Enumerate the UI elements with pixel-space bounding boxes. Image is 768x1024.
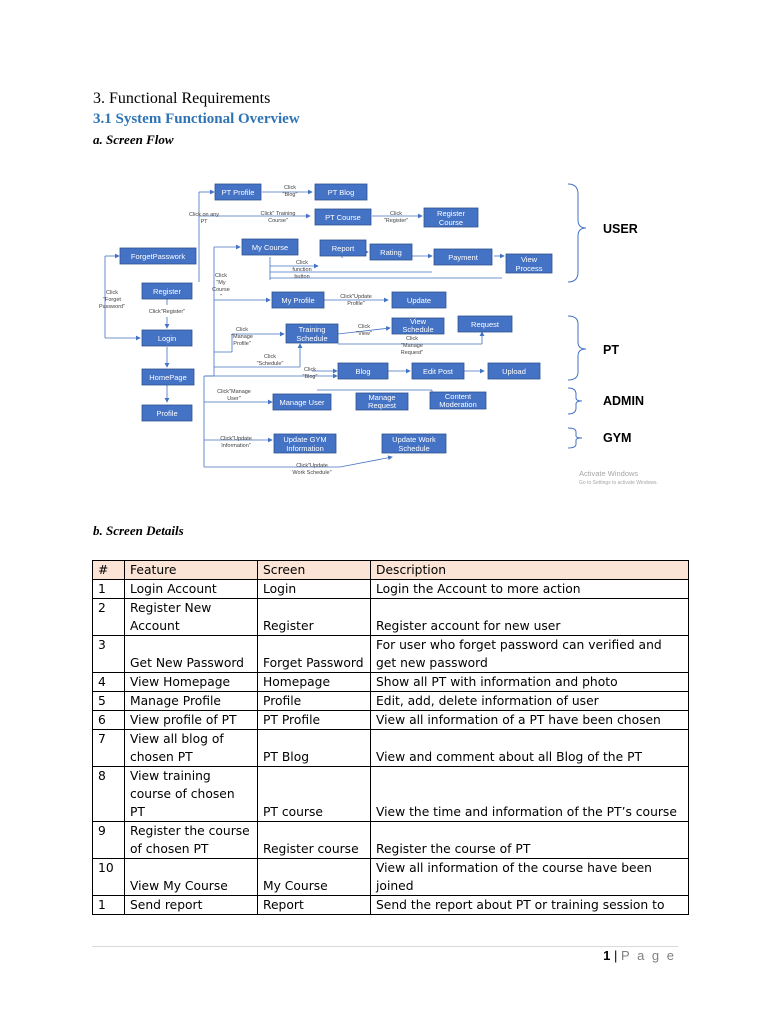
subsection-heading: 3.1 System Functional Overview — [93, 111, 300, 127]
edge-label: Course" — [268, 218, 288, 224]
cell-number: 5 — [93, 692, 125, 711]
table-row — [93, 822, 689, 859]
manage-request-label: Manage — [368, 393, 396, 402]
edge-label: Click — [390, 211, 402, 217]
content-moderation-label-2: Moderation — [439, 400, 477, 409]
page-separator: | — [614, 948, 618, 963]
activate-windows-watermark: Activate Windows — [579, 469, 639, 478]
table-row — [93, 673, 689, 692]
training-schedule-label-2: Schedule — [296, 334, 328, 343]
cell-description: Register the course of PT — [371, 822, 689, 859]
gym-brace — [568, 428, 582, 448]
cell-feature: Register the course of chosen PT — [125, 822, 258, 859]
edge-label: Click"Manage — [217, 389, 251, 395]
cell-number: 4 — [93, 673, 125, 692]
edge-label: Click — [264, 354, 276, 360]
screen-details-heading: b. Screen Details — [93, 523, 184, 538]
cell-screen: Register — [258, 599, 371, 636]
register-course-label: Register — [437, 209, 465, 218]
login-label: Login — [157, 334, 177, 343]
edge-label: function — [292, 267, 312, 273]
edge-label: "Schedule" — [256, 361, 284, 367]
screen-details-table — [92, 560, 689, 915]
cell-description: View the time and information of the PT’s course — [371, 767, 689, 822]
footer-divider — [92, 946, 678, 947]
view-schedule-label: View — [409, 317, 427, 326]
cell-screen: Profile — [258, 692, 371, 711]
edge-label: " — [220, 294, 222, 300]
cell-description: View all information of the course have been joined — [371, 859, 689, 896]
update-work-schedule-label-2: Schedule — [398, 444, 430, 453]
update-gym-information-label: Update GYM — [283, 435, 327, 444]
edge-label: Click"Update — [296, 463, 328, 469]
register-label: Register — [153, 287, 181, 296]
rating-label: Rating — [380, 248, 402, 257]
role-gym-label: GYM — [603, 431, 632, 445]
table-row — [93, 636, 689, 673]
cell-screen: Report — [258, 896, 371, 915]
edge-label: Click"Update — [340, 294, 372, 300]
edge-label: "Register" — [383, 218, 409, 224]
cell-number: 3 — [93, 636, 125, 673]
cell-number: 10 — [93, 859, 125, 896]
page-number: 1 — [603, 948, 611, 963]
manage-user-label: Manage User — [279, 398, 325, 407]
edge-label: Click — [215, 273, 227, 279]
payment-label: Payment — [448, 253, 478, 262]
cell-number: 8 — [93, 767, 125, 822]
edge-label: Click — [284, 185, 296, 191]
edge-label: Click"Register" — [148, 309, 186, 315]
cell-feature: Send report — [125, 896, 258, 915]
column-header-feature: Feature — [125, 561, 258, 580]
cell-description: Send the report about PT or training session to — [371, 896, 689, 915]
cell-screen: Login — [258, 580, 371, 599]
pt-profile-label: PT Profile — [221, 188, 255, 197]
edge-label: Click — [236, 327, 248, 333]
edge-label: "Manage — [231, 334, 253, 340]
report-label: Report — [331, 244, 355, 253]
my-profile-label: My Profile — [281, 296, 315, 305]
role-admin-label: ADMIN — [603, 394, 644, 408]
user-brace — [568, 184, 586, 282]
page-label: P a g e — [621, 948, 676, 963]
edge-label: "View" — [356, 331, 372, 337]
table-row — [93, 767, 689, 822]
edge-label: Password" — [98, 304, 126, 310]
manage-request-label-2: Request — [368, 401, 396, 410]
cell-description: View and comment about all Blog of the PT — [371, 730, 689, 767]
table-row — [93, 692, 689, 711]
cell-screen: PT Profile — [258, 711, 371, 730]
table-row — [93, 711, 689, 730]
cell-feature: View My Course — [125, 859, 258, 896]
table-row — [93, 580, 689, 599]
edge-label: PT — [200, 219, 208, 225]
cell-feature: Register New Account — [125, 599, 258, 636]
screen-flow-heading: a. Screen Flow — [93, 132, 174, 147]
cell-screen: Forget Password — [258, 636, 371, 673]
cell-number: 2 — [93, 599, 125, 636]
flow-line — [340, 457, 392, 467]
edge-label: "Manage — [401, 343, 423, 349]
request-label: Request — [471, 320, 499, 329]
edge-label: Work Schedule" — [292, 470, 332, 476]
column-header-screen: Screen — [258, 561, 371, 580]
view-process-label-2: Process — [515, 264, 543, 273]
view-process-label: View — [520, 255, 538, 264]
edge-label: Profile" — [233, 341, 251, 347]
activate-windows-watermark-sub: Go to Settings to activate Windows. — [579, 480, 658, 486]
cell-description: Show all PT with information and photo — [371, 673, 689, 692]
admin-brace — [568, 388, 582, 414]
register-course-label-2: Course — [438, 218, 464, 227]
content-moderation-label: Content — [444, 392, 472, 401]
edge-label: Click — [106, 290, 118, 296]
view-schedule-label-2: Schedule — [402, 325, 434, 334]
table-row — [93, 599, 689, 636]
update-gym-information-label-2: Information — [286, 444, 324, 453]
column-header-description: Description — [371, 561, 689, 580]
role-pt-label: PT — [603, 343, 619, 357]
cell-screen: Homepage — [258, 673, 371, 692]
blog-label: Blog — [355, 367, 371, 376]
edge-label: Click — [406, 336, 418, 342]
homepage-label: HomePage — [149, 373, 187, 382]
edge-label: "My — [216, 280, 226, 286]
cell-feature: Manage Profile — [125, 692, 258, 711]
screen-flow-diagram — [92, 172, 682, 490]
edge-label: Profile" — [347, 301, 365, 307]
cell-screen: My Course — [258, 859, 371, 896]
table-row — [93, 730, 689, 767]
pt-blog-label: PT Blog — [327, 188, 355, 197]
pt-brace — [568, 316, 586, 380]
profile-label: Profile — [156, 409, 178, 418]
edge-label: User" — [227, 396, 241, 402]
update-work-schedule-label: Update Work — [392, 435, 436, 444]
cell-screen: PT course — [258, 767, 371, 822]
edge-label: Click — [304, 367, 316, 373]
edge-label: Click" Training — [260, 211, 296, 217]
edge-label: Click — [296, 260, 308, 266]
cell-description: View all information of a PT have been chosen — [371, 711, 689, 730]
update-label: Update — [406, 296, 432, 305]
cell-number: 9 — [93, 822, 125, 859]
edge-label: "Forget — [103, 297, 121, 303]
cell-description: For user who forget password can verified and get new password — [371, 636, 689, 673]
cell-number: 1 — [93, 896, 125, 915]
section-heading: 3. Functional Requirements — [93, 90, 271, 107]
cell-screen: Register course — [258, 822, 371, 859]
cell-feature: Login Account — [125, 580, 258, 599]
cell-number: 1 — [93, 580, 125, 599]
edge-label: Course — [212, 287, 230, 293]
table-header-row — [93, 561, 689, 580]
edge-label: "Blog" — [282, 192, 298, 198]
table-row — [93, 859, 689, 896]
cell-screen: PT Blog — [258, 730, 371, 767]
cell-description: Edit, add, delete information of user — [371, 692, 689, 711]
page-footer — [603, 948, 676, 963]
cell-number: 7 — [93, 730, 125, 767]
cell-description: Register account for new user — [371, 599, 689, 636]
upload-label: Upload — [502, 367, 526, 376]
edge-label: "Blog" — [302, 374, 318, 380]
cell-feature: Get New Password — [125, 636, 258, 673]
forget-password-label: ForgetPasswork — [130, 252, 186, 261]
cell-feature: View Homepage — [125, 673, 258, 692]
pt-course-label: PT Course — [325, 213, 361, 222]
cell-feature: View all blog of chosen PT — [125, 730, 258, 767]
cell-feature: View profile of PT — [125, 711, 258, 730]
edge-label: Request" — [400, 350, 424, 356]
cell-feature: View training course of chosen PT — [125, 767, 258, 822]
cell-number: 6 — [93, 711, 125, 730]
edge-label: Click"Update — [220, 436, 252, 442]
edge-label: Click — [358, 324, 370, 330]
training-schedule-label: Training — [298, 325, 326, 334]
table-row — [93, 896, 689, 915]
edge-label: button — [294, 274, 310, 280]
edge-label: Information" — [221, 443, 251, 449]
edge-label: Click on any — [189, 212, 219, 218]
cell-description: Login the Account to more action — [371, 580, 689, 599]
column-header-number: # — [93, 561, 125, 580]
role-user-label: USER — [603, 222, 638, 236]
my-course-label: My Course — [251, 243, 289, 252]
edit-post-label: Edit Post — [422, 367, 454, 376]
